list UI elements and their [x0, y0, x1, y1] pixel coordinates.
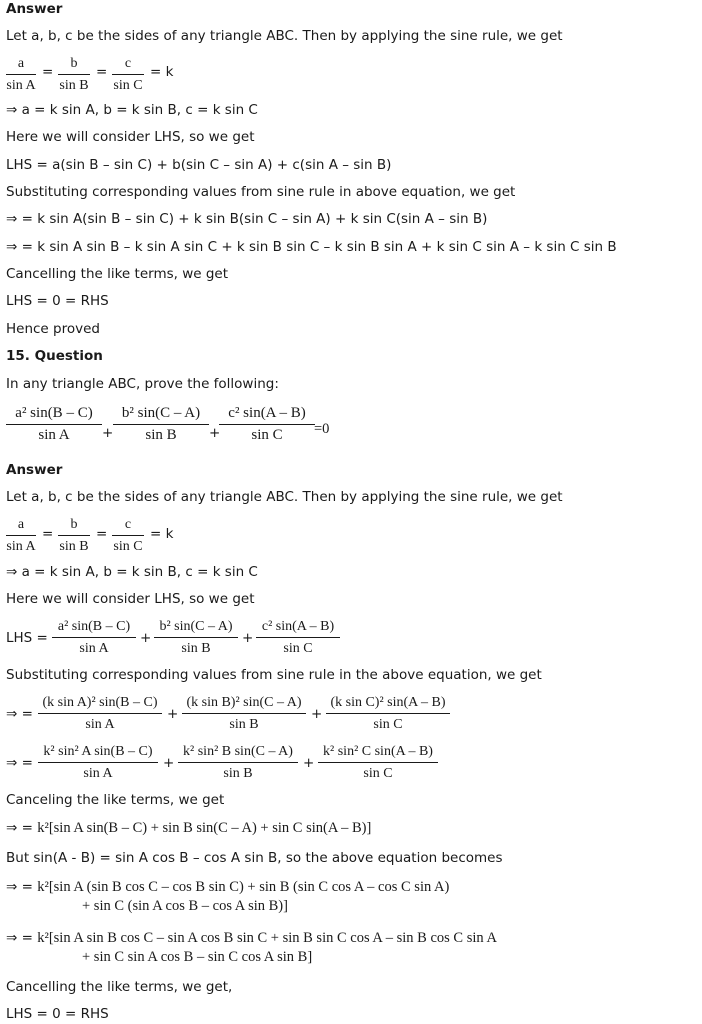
- eq-k: = k: [150, 526, 174, 542]
- sine-rule-frac-a: $\frac{a}{\text{sin A}}$: [6, 517, 36, 554]
- stmt-term-2: $\frac{\text{b² sin(C – A)}}{\text{sin B}}$: [113, 405, 209, 444]
- sub1-term-2: $\frac{\text{(k sin B)² sin(C – A)}}{\text{sin B}}$: [182, 694, 306, 733]
- step-b-line-2: + sin C (sin A cos B – cos A sin B)]: [82, 898, 288, 914]
- step-c-line-1: k²[sin A sin B cos C – sin A cos B sin C + sin B sin C cos A – sin B cos C sin A: [37, 930, 497, 946]
- plus-sign: +: [311, 706, 323, 722]
- q14-cancel: Cancelling the like terms, we get: [6, 266, 229, 282]
- sub1-term-3: $\frac{\text{(k sin C)² sin(A – B)}}{\text{sin C}}$: [326, 694, 450, 733]
- sine-rule-frac-c: $\frac{c}{\text{sin C}}$: [113, 517, 143, 554]
- equals-zero: =0: [314, 421, 330, 437]
- plus-sign: +: [303, 755, 315, 771]
- q15-consider: Here we will consider LHS, so we get: [6, 591, 255, 607]
- plus-sign: +: [102, 425, 114, 441]
- sub2-term-1: $\frac{\text{k² sin² A sin(B – C)}}{\text{sin A}}$: [38, 743, 158, 782]
- q14-step2: ⇒ = k sin A sin B – k sin A sin C + k sin B sin C – k sin B sin A + k sin C sin A – k sin C sin B: [6, 239, 617, 255]
- q15-values: ⇒ a = k sin A, b = k sin B, c = k sin C: [6, 564, 258, 580]
- q15-step-b: [6, 878, 449, 896]
- q14-consider: Here we will consider LHS, so we get: [6, 129, 255, 145]
- stmt-term-3: $\frac{\text{c² sin(A – B)}}{\text{sin C}}$: [219, 405, 315, 444]
- q14-proved: Hence proved: [6, 321, 100, 337]
- sine-rule-frac-b: $\frac{b}{\text{sin B}}$: [59, 517, 89, 554]
- stmt-term-1: $\frac{\text{a² sin(B – C)}}{\text{sin A}}$: [6, 405, 102, 444]
- q15-step-c: [6, 929, 497, 947]
- sine-rule-frac-b: $\frac{b}{\text{sin B}}$: [59, 56, 89, 93]
- eq-sign: =: [42, 526, 54, 542]
- q14-intro: Let a, b, c be the sides of any triangle ABC. Then by applying the sine rule, we get: [6, 28, 563, 44]
- step-b-line-1: k²[sin A (sin B cos C – cos B sin C) + sin B (sin C cos A – cos C sin A): [37, 879, 450, 895]
- lhs-term-1: $\frac{\text{a² sin(B – C)}}{\text{sin A}}$: [52, 618, 136, 657]
- eq-k: = k: [150, 64, 174, 80]
- sine-rule-frac-a: $\frac{a}{\text{sin A}}$: [6, 56, 36, 93]
- eq-sign: =: [96, 526, 108, 542]
- q15-identity: But sin(A - B) = sin A cos B – cos A sin B, so the above equation becomes: [6, 850, 503, 866]
- sine-rule-frac-c: $\frac{c}{\text{sin C}}$: [113, 56, 143, 93]
- step-a-expression: k²[sin A sin(B – C) + sin B sin(C – A) + sin C sin(A – B)]: [37, 820, 372, 836]
- implies-label: ⇒ =: [6, 879, 33, 895]
- sub2-term-3: $\frac{\text{k² sin² C sin(A – B)}}{\text{sin C}}$: [318, 743, 438, 782]
- implies-label: ⇒ =: [6, 755, 33, 771]
- q14-lhs: LHS = a(sin B – sin C) + b(sin C – sin A) + c(sin A – sin B): [6, 157, 392, 173]
- implies-label: ⇒ =: [6, 820, 33, 836]
- eq-sign: =: [42, 64, 54, 80]
- q15-heading: 15. Question: [6, 348, 103, 364]
- q15-answer-heading: Answer: [6, 462, 63, 478]
- q14-substituting: Substituting corresponding values from sine rule in above equation, we get: [6, 184, 516, 200]
- q14-step1: ⇒ = k sin A(sin B – sin C) + k sin B(sin C – sin A) + k sin C(sin A – sin B): [6, 211, 488, 227]
- implies-label: ⇒ =: [6, 930, 33, 946]
- q15-result: LHS = 0 = RHS: [6, 1006, 109, 1022]
- sub1-term-1: $\frac{\text{(k sin A)² sin(B – C)}}{\text{sin A}}$: [38, 694, 162, 733]
- eq-sign: =: [96, 64, 108, 80]
- q15-prompt: In any triangle ABC, prove the following:: [6, 376, 279, 392]
- sub2-term-2: $\frac{\text{k² sin² B sin(C – A)}}{\text{sin B}}$: [178, 743, 298, 782]
- plus-sign: +: [167, 706, 179, 722]
- q14-values: ⇒ a = k sin A, b = k sin B, c = k sin C: [6, 102, 258, 118]
- implies-label: ⇒ =: [6, 706, 33, 722]
- plus-sign: +: [209, 425, 221, 441]
- plus-sign: +: [140, 630, 152, 646]
- plus-sign: +: [242, 630, 254, 646]
- lhs-term-2: $\frac{\text{b² sin(C – A)}}{\text{sin B}}$: [154, 618, 238, 657]
- q15-intro: Let a, b, c be the sides of any triangle ABC. Then by applying the sine rule, we get: [6, 489, 563, 505]
- q15-cancel-2: Cancelling the like terms, we get,: [6, 979, 233, 995]
- plus-sign: +: [163, 755, 175, 771]
- q15-step-a: [6, 819, 371, 837]
- step-c-line-2: + sin C sin A cos B – sin C cos A sin B]: [82, 949, 313, 965]
- lhs-label: LHS =: [6, 630, 48, 646]
- q15-substituting: Substituting corresponding values from sine rule in the above equation, we get: [6, 667, 542, 683]
- answer-heading: Answer: [6, 1, 63, 17]
- lhs-term-3: $\frac{\text{c² sin(A – B)}}{\text{sin C}}$: [256, 618, 340, 657]
- q15-cancel-1: Canceling the like terms, we get: [6, 792, 225, 808]
- q14-result: LHS = 0 = RHS: [6, 293, 109, 309]
